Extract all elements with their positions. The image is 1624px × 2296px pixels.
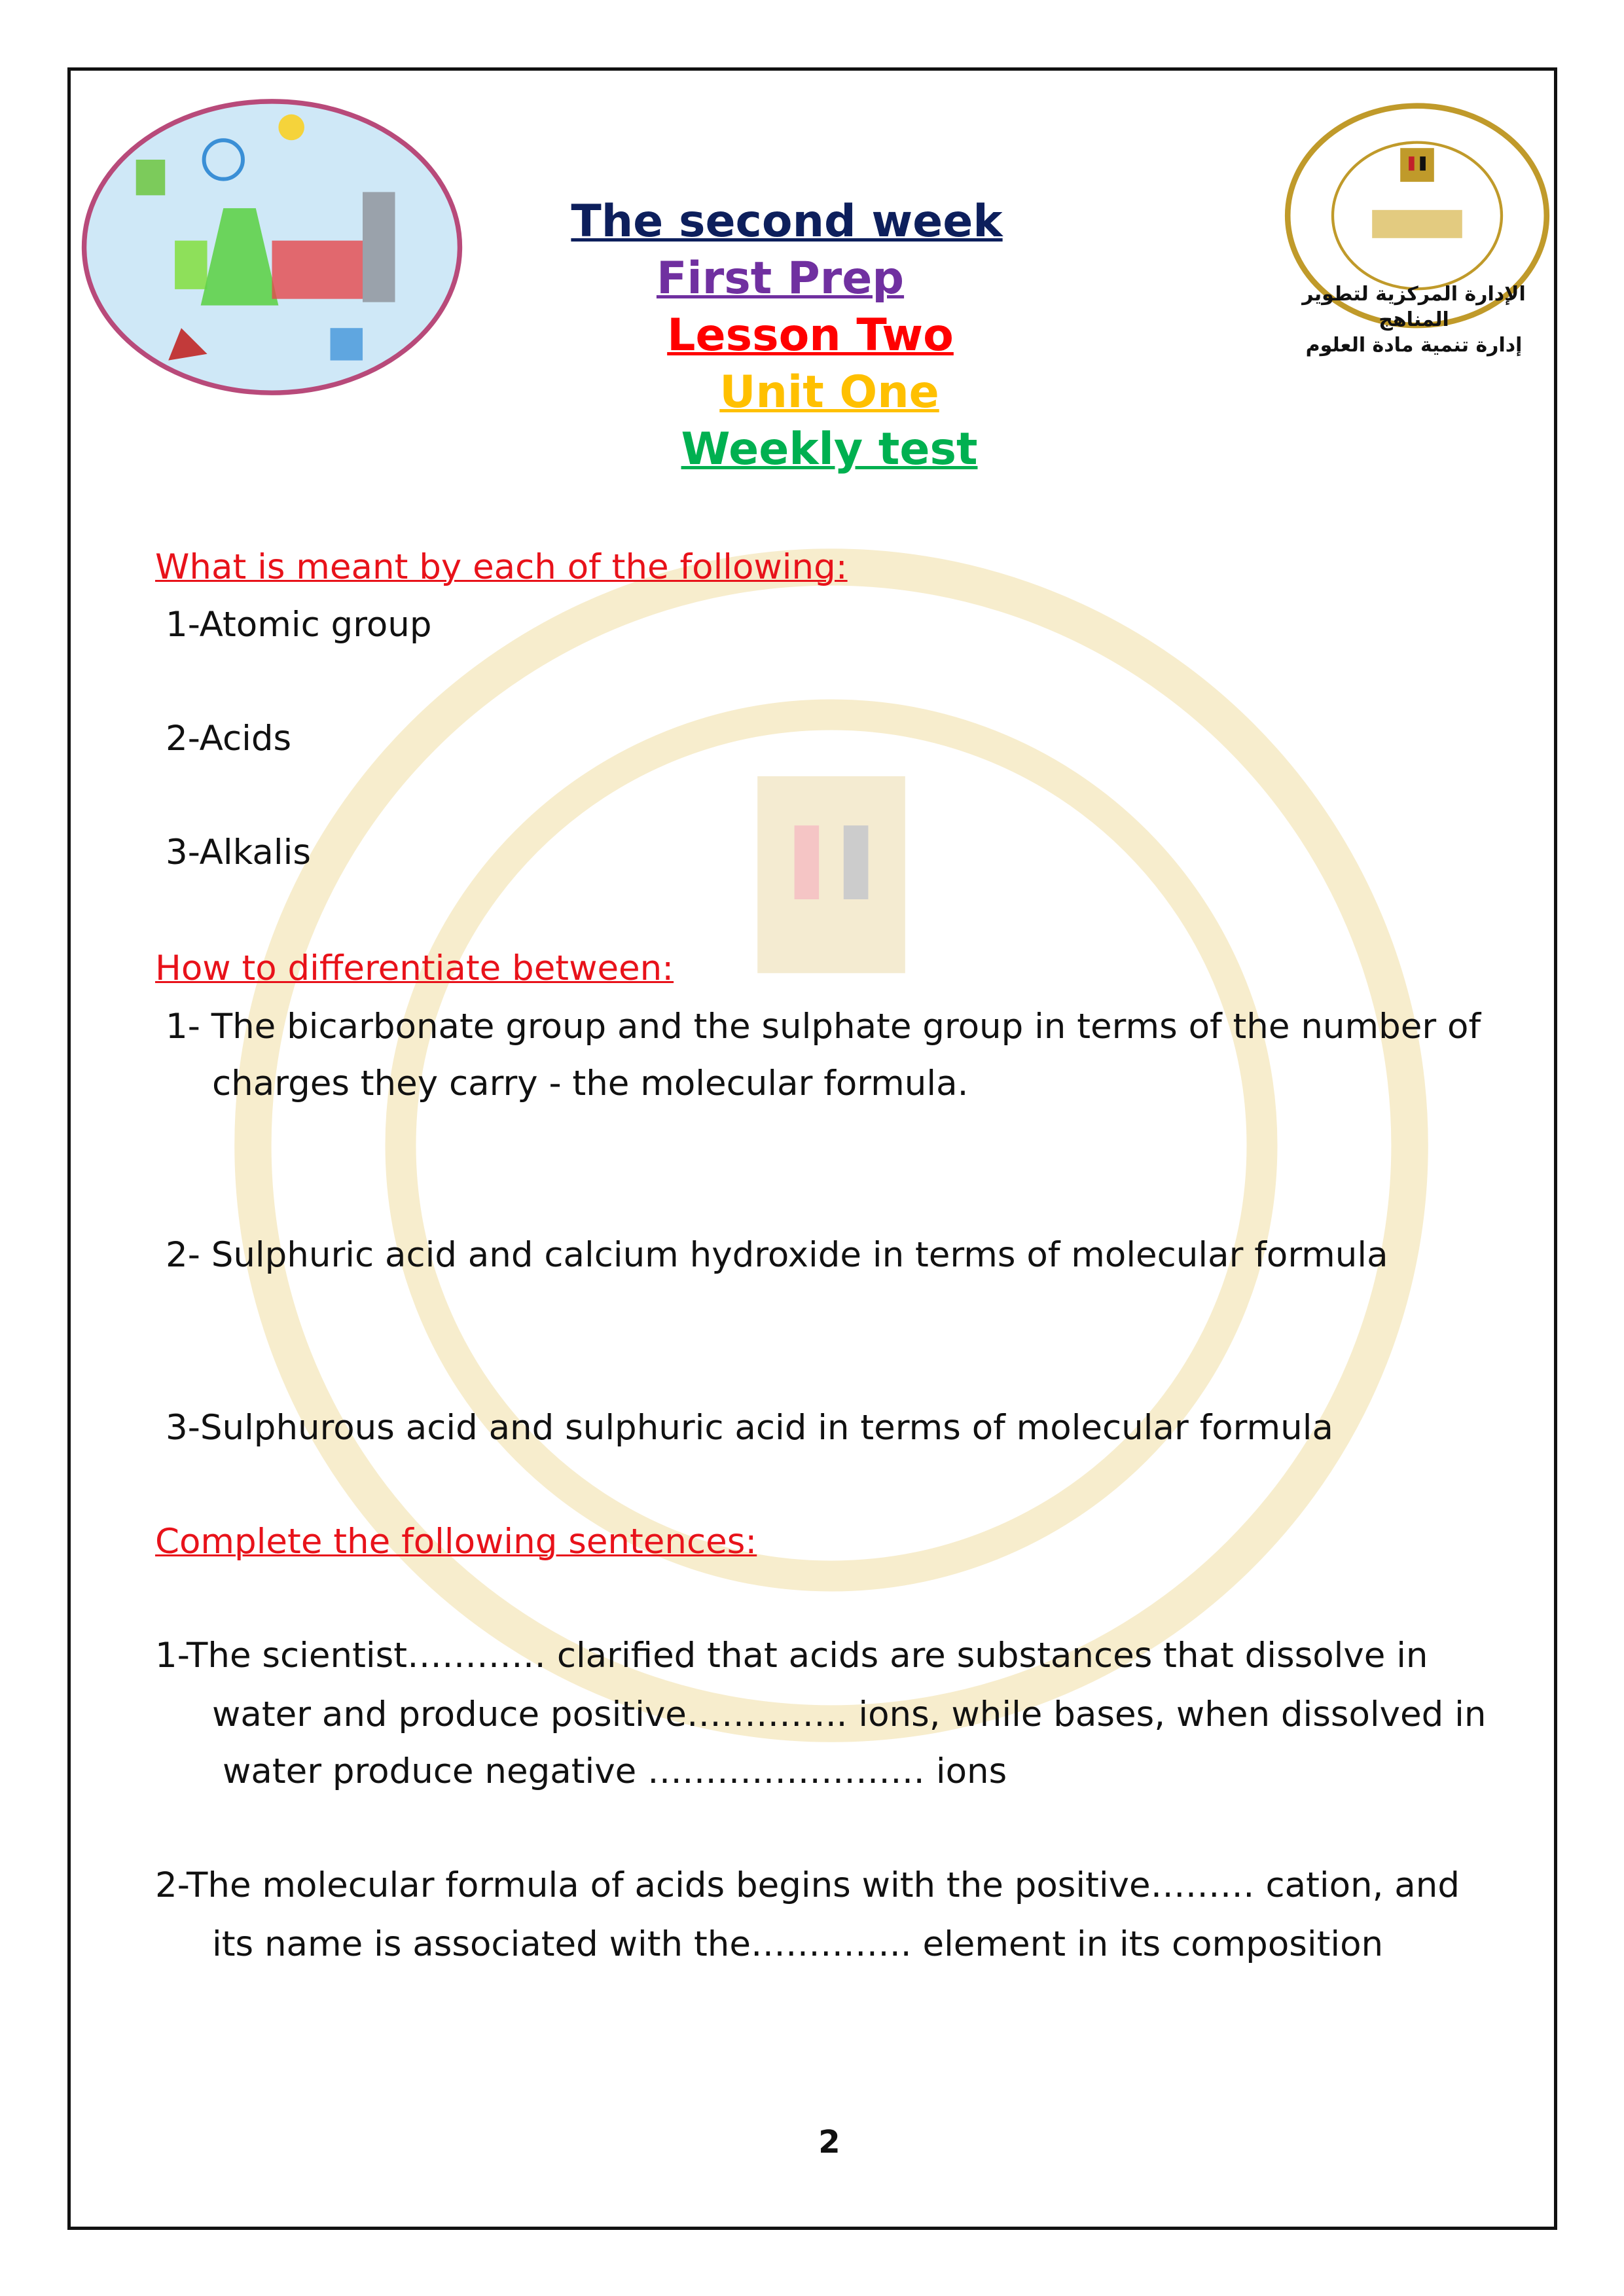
heading-complete: Complete the following sentences:: [155, 1522, 757, 1562]
question-item: 2-Acids: [166, 719, 292, 759]
title-lesson: Lesson Two: [667, 310, 954, 361]
question-item: 2- Sulphuric acid and calcium hydroxide in terms of molecular formula: [166, 1235, 1388, 1275]
ministry-logo-caption: [1273, 281, 1555, 358]
title-test: Weekly test: [681, 423, 978, 475]
title-unit: Unit One: [719, 367, 939, 418]
sentence-item: 1-The scientist………… clarified that acids are substances that dissolve in: [155, 1636, 1428, 1676]
science-lab-logo: [77, 95, 467, 403]
title-grade: First Prep: [656, 253, 905, 304]
question-item: 3-Alkalis: [166, 833, 311, 872]
heading-differentiate: How to differentiate between:: [155, 948, 674, 988]
page-number: 2: [818, 2124, 840, 2161]
sentence-item-continued: water and produce positive………….. ions, while bases, when dissolved in: [212, 1695, 1487, 1734]
question-item-continued: charges they carry - the molecular formula.: [212, 1064, 969, 1103]
question-item: 3-Sulphurous acid and sulphuric acid in terms of molecular formula: [166, 1408, 1333, 1448]
logo-caption-line2: إدارة تنمية مادة العلوم: [1305, 334, 1523, 357]
title-week: The second week: [571, 196, 1003, 247]
sentence-item-continued: water produce negative …………………… ions: [223, 1751, 1007, 1791]
question-item: 1- The bicarbonate group and the sulphate group in terms of the number of: [166, 1007, 1481, 1047]
heading-meaning: What is meant by each of the following:: [155, 547, 848, 587]
ministry-watermark: [216, 530, 1447, 1761]
logo-caption-line1: الإدارة المركزية لتطوير المناهج: [1302, 283, 1526, 331]
question-item: 1-Atomic group: [166, 605, 432, 645]
sentence-item: 2-The molecular formula of acids begins with the positive……… cation, and: [155, 1865, 1460, 1905]
sentence-item-continued: its name is associated with the………….. element in its composition: [212, 1924, 1384, 1964]
